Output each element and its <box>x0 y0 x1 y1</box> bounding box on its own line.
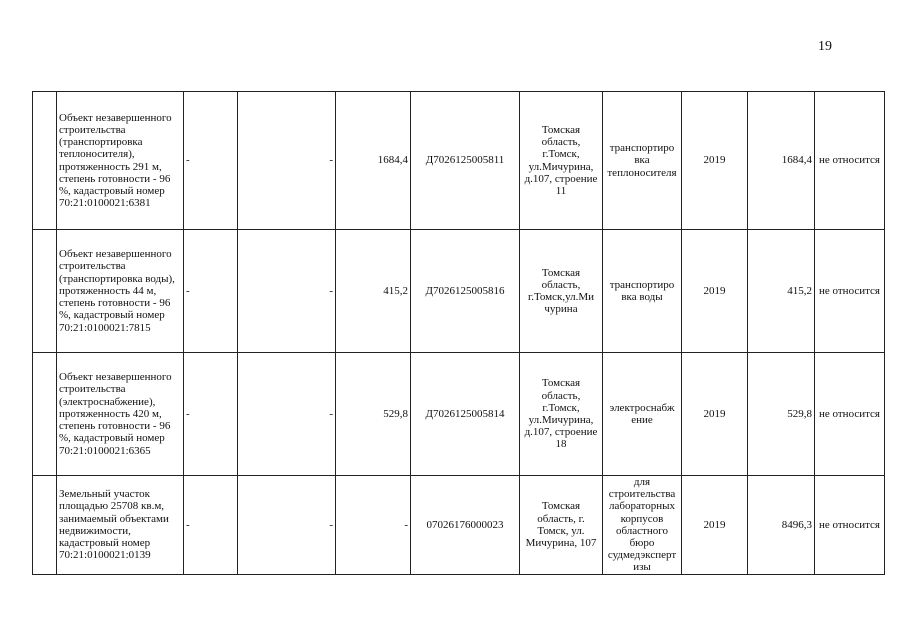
year-cell: 2019 <box>682 230 748 353</box>
object-purpose: транспортиро вка теплоносителя <box>603 92 682 230</box>
book-value: - <box>336 476 411 575</box>
table-row <box>33 476 885 575</box>
object-address: Томская область, г.Томск,ул.Ми чурина <box>520 230 603 353</box>
relation-cell: не относится <box>815 230 885 353</box>
relation-cell: не относится <box>815 476 885 575</box>
object-address: Томская область, г.Томск, ул.Мичурина, д.107, строение 18 <box>520 353 603 476</box>
empty-value-cell: - <box>238 353 336 476</box>
register-number: Д7026125005811 <box>411 92 520 230</box>
register-number: Д7026125005816 <box>411 230 520 353</box>
book-value: 529,8 <box>336 353 411 476</box>
empty-value-cell: - <box>184 230 238 353</box>
row-index-cell <box>33 230 57 353</box>
year-cell: 2019 <box>682 353 748 476</box>
book-value: 1684,4 <box>336 92 411 230</box>
object-purpose: электроснабж ение <box>603 353 682 476</box>
empty-value-cell: - <box>238 92 336 230</box>
object-description: Земельный участок площадью 25708 кв.м, занимаемый объектами недвижимости, кадастровый номер 70:21:0100021:0139 <box>57 476 184 575</box>
page-number: 19 <box>818 39 832 54</box>
object-description: Объект незавершенного строительства (транспортировка воды), протяженность 44 м, степень готовности - 96 %, кадастровый номер 70:21:0100021:7815 <box>57 230 184 353</box>
row-index-cell <box>33 476 57 575</box>
property-registry-table <box>32 91 885 575</box>
object-address: Томская область, г.Томск, ул.Мичурина, д.107, строение 11 <box>520 92 603 230</box>
empty-value-cell: - <box>184 92 238 230</box>
empty-value-cell: - <box>238 476 336 575</box>
register-number: 07026176000023 <box>411 476 520 575</box>
relation-cell: не относится <box>815 92 885 230</box>
year-cell: 2019 <box>682 92 748 230</box>
value-cell: 415,2 <box>748 230 815 353</box>
object-purpose: для строительства лабораторных корпусов областного бюро судмедэксперт изы <box>603 476 682 575</box>
object-purpose: транспортиро вка воды <box>603 230 682 353</box>
year-cell: 2019 <box>682 476 748 575</box>
value-cell: 529,8 <box>748 353 815 476</box>
value-cell: 1684,4 <box>748 92 815 230</box>
book-value: 415,2 <box>336 230 411 353</box>
empty-value-cell: - <box>238 230 336 353</box>
row-index-cell <box>33 353 57 476</box>
table-row <box>33 230 885 353</box>
table-row <box>33 353 885 476</box>
object-description: Объект незавершенного строительства (транспортировка теплоносителя), протяженность 291 м, степень готовности - 96 %, кадастровый номер 70:21:0100021:6381 <box>57 92 184 230</box>
empty-value-cell: - <box>184 476 238 575</box>
object-description: Объект незавершенного строительства (электроснабжение), протяженность 420 м, степень готовности - 96 %, кадастровый номер 70:21:0100021:6365 <box>57 353 184 476</box>
object-address: Томская область, г. Томск, ул. Мичурина, 107 <box>520 476 603 575</box>
relation-cell: не относится <box>815 353 885 476</box>
empty-value-cell: - <box>184 353 238 476</box>
row-index-cell <box>33 92 57 230</box>
register-number: Д7026125005814 <box>411 353 520 476</box>
value-cell: 8496,3 <box>748 476 815 575</box>
table-row <box>33 92 885 230</box>
